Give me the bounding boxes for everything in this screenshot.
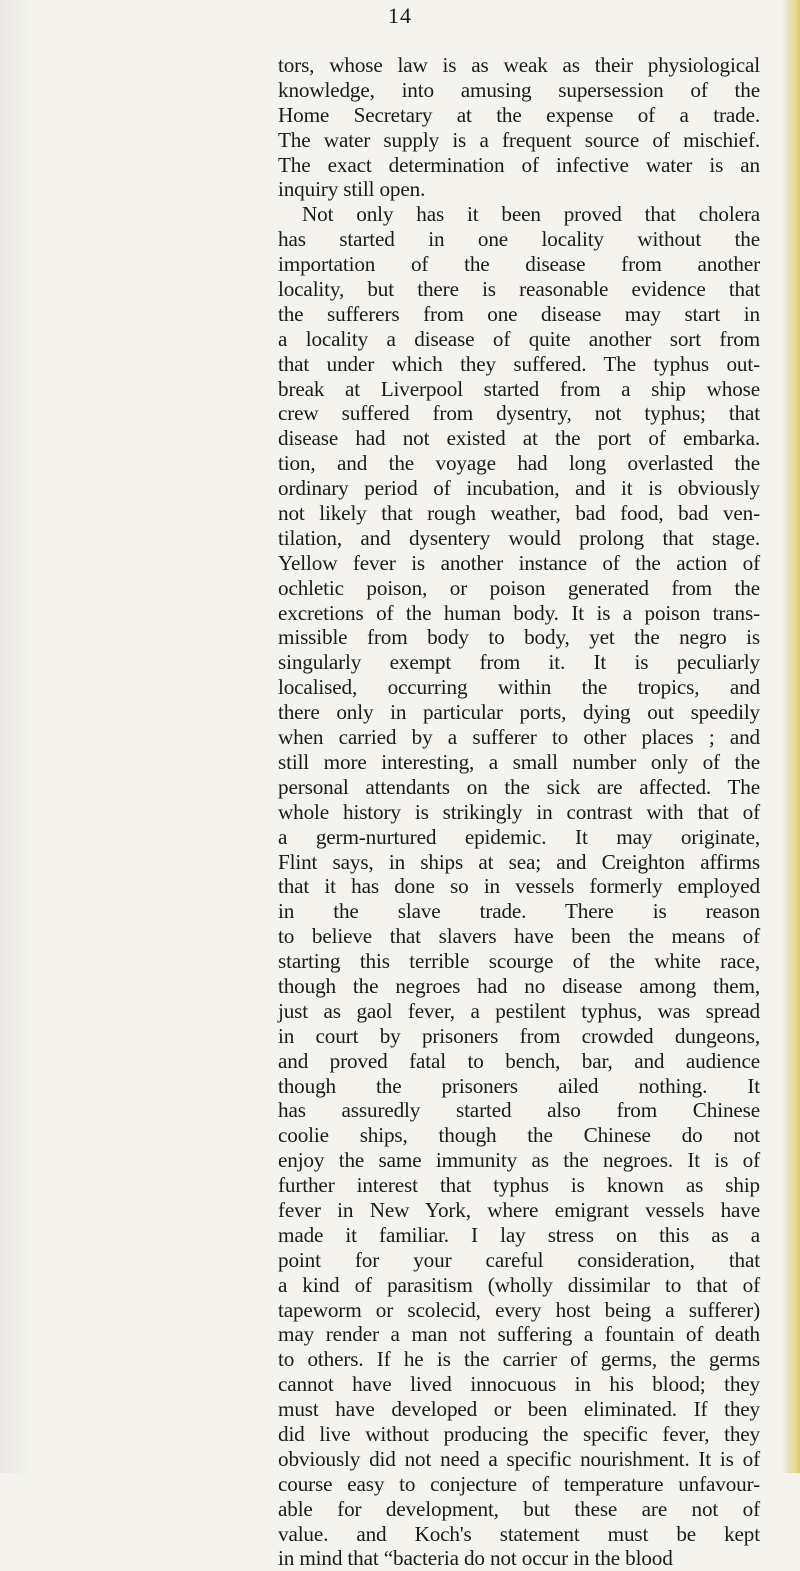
text-line: tors, whose law is as weak as their physiological [278, 53, 760, 77]
text-line: break at Liverpool started from a ship whose [278, 376, 760, 401]
text-line: locality, but there is reasonable evidence that [278, 277, 760, 302]
text-line: tilation, and dysentery would prolong that stage. [278, 525, 760, 550]
text-line: The water supply is a frequent source of mischief. [278, 127, 760, 152]
text-line: value. and Koch's statement must be kept [278, 1521, 760, 1546]
text-line: tapeworm or scolecid, every host being a sufferer) [278, 1297, 760, 1322]
text-line: in mind that “bacteria do not occur in the blood [278, 1546, 673, 1571]
text-line: further interest that typhus is known as ship [278, 1173, 760, 1198]
text-line: obviously did not need a specific nourishment. It is of [278, 1446, 760, 1471]
text-line: there only in particular ports, dying out speedily [278, 700, 760, 725]
text-line: Home Secretary at the expense of a trade. [278, 102, 760, 127]
text-line: though the negroes had no disease among them, [278, 973, 760, 998]
text-line: excretions of the human body. It is a poison trans- [278, 600, 760, 625]
text-line: to believe that slavers have been the means of [278, 924, 760, 949]
text-line: course easy to conjecture of temperature unfavour- [278, 1471, 760, 1496]
text-line: ordinary period of incubation, and it is obviously [278, 476, 760, 501]
text-line: just as gaol fever, a pestilent typhus, was spread [278, 998, 760, 1023]
text-line: has started in one locality without the [278, 227, 760, 252]
text-line: inquiry still open. [278, 177, 426, 202]
text-line: whole history is strikingly in contrast with that of [278, 799, 760, 824]
text-line: point for your careful consideration, that [278, 1247, 760, 1272]
text-line: coolie ships, though the Chinese do not [278, 1123, 760, 1148]
text-line: crew suffered from dysentry, not typhus; that [278, 401, 760, 426]
page-edge [782, 0, 800, 1473]
text-line: made it familiar. I lay stress on this as a [278, 1222, 760, 1247]
body-text [278, 53, 760, 1571]
text-line: ochletic poison, or poison generated from the [278, 575, 760, 600]
text-line: missible from body to body, yet the negro is [278, 625, 760, 650]
text-line: enjoy the same immunity as the negroes. It is of [278, 1148, 760, 1173]
text-line: knowledge, into amusing supersession of the [278, 77, 760, 102]
page-gutter-shadow [0, 0, 30, 1473]
text-line: the sufferers from one disease may start in [278, 301, 760, 326]
text-line: to others. If he is the carrier of germs, the germs [278, 1347, 760, 1372]
text-line: tion, and the voyage had long overlasted the [278, 451, 760, 476]
page-number: 14 [388, 3, 412, 28]
text-line: personal attendants on the sick are affected. The [278, 774, 760, 799]
text-line: importation of the disease from another [278, 252, 760, 277]
text-line: and proved fatal to bench, bar, and audience [278, 1048, 760, 1073]
text-line: that it has done so in vessels formerly employed [278, 874, 760, 899]
text-line: disease had not existed at the port of embarka. [278, 426, 760, 451]
text-line: did live without producing the specific fever, they [278, 1421, 760, 1446]
text-line: in the slave trade. There is reason [278, 899, 760, 924]
text-line: a germ-nurtured epidemic. It may originate, [278, 824, 760, 849]
text-line: not likely that rough weather, bad food, bad ven- [278, 501, 760, 526]
text-line: localised, occurring within the tropics, and [278, 675, 760, 700]
text-line: Not only has it been proved that cholera [302, 202, 760, 227]
text-line: a locality a disease of quite another sort from [278, 326, 760, 351]
text-line: cannot have lived innocuous in his blood; they [278, 1372, 760, 1397]
text-line: The exact determination of infective water is an [278, 152, 760, 177]
text-line: when carried by a sufferer to other places ; and [278, 725, 760, 750]
text-line: able for development, but these are not of [278, 1496, 760, 1521]
text-line: a kind of parasitism (wholly dissimilar to that of [278, 1272, 760, 1297]
text-line: still more interesting, a small number only of the [278, 749, 760, 774]
text-line: singularly exempt from it. It is peculiarly [278, 650, 760, 675]
text-line: Flint says, in ships at sea; and Creighton affirms [278, 849, 760, 874]
text-line: must have developed or been eliminated. If they [278, 1397, 760, 1422]
text-line: in court by prisoners from crowded dungeons, [278, 1023, 760, 1048]
text-line: though the prisoners ailed nothing. It [278, 1073, 760, 1098]
text-line: fever in New York, where emigrant vessels have [278, 1197, 760, 1222]
text-line: starting this terrible scourge of the white race, [278, 949, 760, 974]
text-line: has assuredly started also from Chinese [278, 1098, 760, 1123]
text-line: may render a man not suffering a fountain of death [278, 1322, 760, 1347]
text-line: Yellow fever is another instance of the action of [278, 550, 760, 575]
text-line: that under which they suffered. The typhus out- [278, 351, 760, 376]
